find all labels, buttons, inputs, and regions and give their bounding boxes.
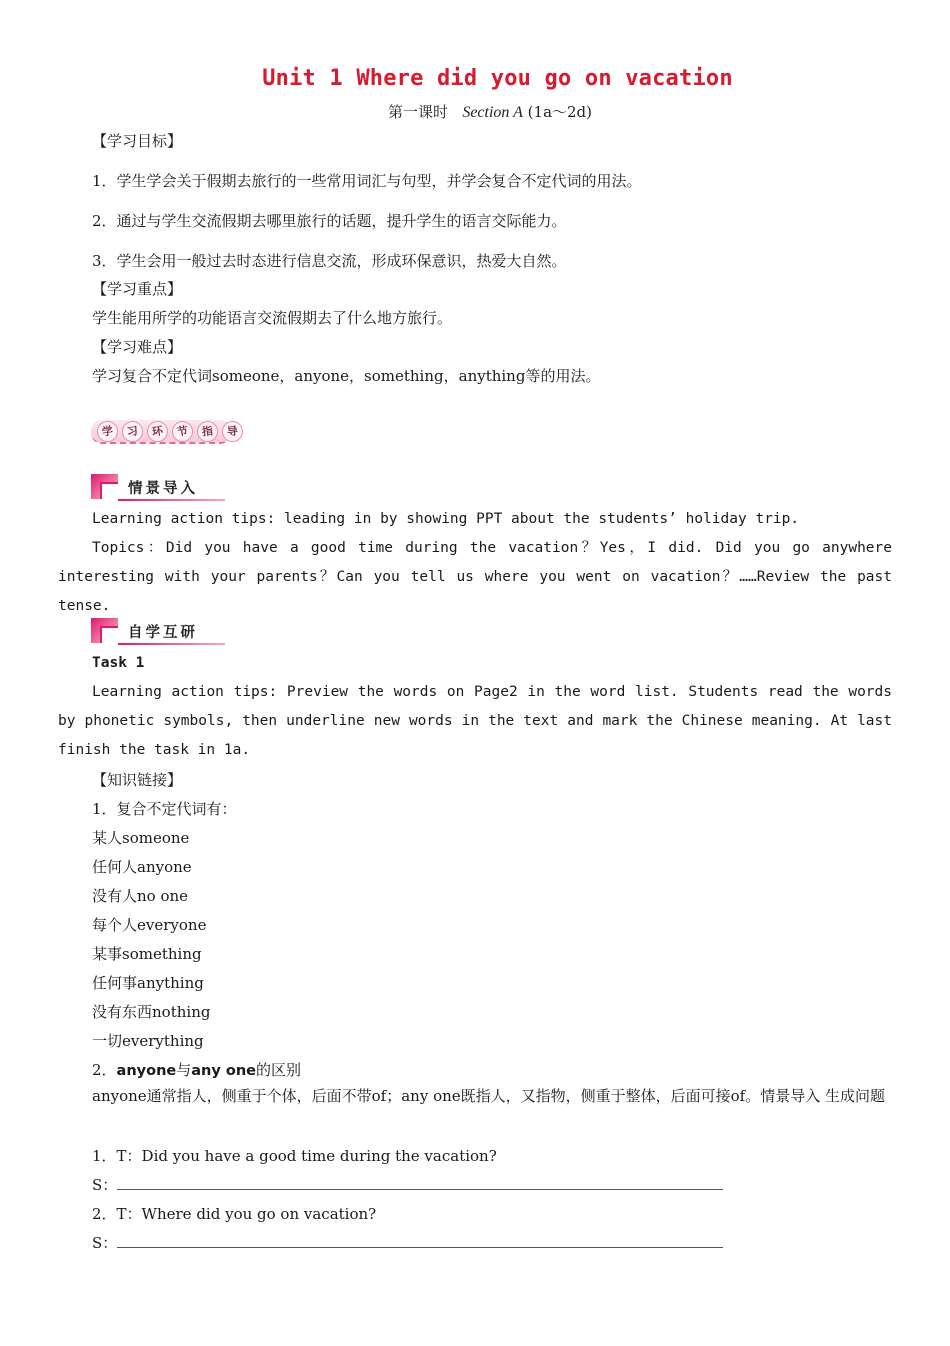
pronoun-item xyxy=(92,972,204,993)
question-1: 1．T：Did you have a good time during the vacation? xyxy=(92,1147,497,1165)
pronoun-en: everything xyxy=(122,1032,204,1050)
difficulties-heading: 【学习难点】 xyxy=(92,338,183,356)
pronoun-cn: 没有东西 xyxy=(92,1003,153,1021)
pronoun-cn: 某事 xyxy=(92,945,123,963)
banner-char: 节 xyxy=(171,420,195,444)
study-guide-banner xyxy=(91,418,239,444)
intro-section-label: 情景导入 xyxy=(128,481,198,497)
intro-topics: Topics：Did you have a good time during the vacation？Yes，I did. Did you go anywhere interesting with your parents？Can you tell us where you went on vacation？……Review the past tense. xyxy=(58,540,892,614)
study-section-header xyxy=(91,618,225,645)
task-title: Task 1 xyxy=(92,655,145,671)
banner-char: 指 xyxy=(196,420,220,444)
task-tips: Learning action tips: Preview the words on Page2 in the word list. Students read the words by phonetic symbols, then underline new words in the text and mark the Chinese meaning. At last finish the task in 1a. xyxy=(58,684,892,758)
pronoun-item xyxy=(92,885,188,906)
difference-mid: 与 xyxy=(176,1061,192,1079)
pronoun-item xyxy=(92,827,189,848)
pronoun-cn: 每个人 xyxy=(92,916,138,934)
key-points-text: 学生能用所学的功能语言交流假期去了什么地方旅行。 xyxy=(92,309,453,327)
pronoun-item xyxy=(92,914,206,935)
pronoun-en: someone xyxy=(122,829,190,847)
objective-item-3: 3．学生会用一般过去时态进行信息交流，形成环保意识，热爱大自然。 xyxy=(92,252,567,270)
pronoun-en: something xyxy=(122,945,202,963)
banner-char: 导 xyxy=(221,420,245,444)
section-name: Section A xyxy=(462,104,523,121)
section-marker-icon xyxy=(91,618,118,643)
pronoun-cn: 任何事 xyxy=(92,974,138,992)
pronoun-cn: 一切 xyxy=(92,1032,123,1050)
pronoun-cn: 没有人 xyxy=(92,887,138,905)
section-underline xyxy=(118,643,225,645)
page-title: Unit 1 Where did you go on vacation xyxy=(262,66,733,91)
pronoun-cn: 任何人 xyxy=(92,858,138,876)
banner-chars xyxy=(97,421,243,442)
intro-tips: Learning action tips: leading in by showing PPT about the students’ holiday trip. xyxy=(92,511,800,527)
pronoun-en: anyone xyxy=(137,858,192,876)
objective-item-2: 2．通过与学生交流假期去哪里旅行的话题，提升学生的语言交际能力。 xyxy=(92,212,567,230)
lesson-number: 第一课时 xyxy=(387,103,448,121)
pronoun-item xyxy=(92,943,202,964)
intro-section-header xyxy=(91,474,225,501)
pronoun-en: anything xyxy=(137,974,204,992)
section-underline xyxy=(118,499,225,501)
pronoun-en: nothing xyxy=(152,1003,211,1021)
difference-num: 2． xyxy=(92,1061,117,1079)
answer-label-1: S： xyxy=(92,1176,118,1194)
objective-item-1: 1．学生学会关于假期去旅行的一些常用词汇与句型，并学会复合不定代词的用法。 xyxy=(92,172,642,190)
banner-char: 环 xyxy=(146,420,170,444)
difference-heading xyxy=(92,1059,301,1080)
pronoun-item xyxy=(92,856,192,877)
key-points-heading: 【学习重点】 xyxy=(92,280,183,298)
answer-line-1[interactable] xyxy=(117,1189,723,1190)
question-2: 2．T：Where did you go on vacation? xyxy=(92,1205,377,1223)
answer-label-2: S： xyxy=(92,1234,118,1252)
pronoun-item xyxy=(92,1030,204,1051)
section-marker-icon xyxy=(91,474,118,499)
pronoun-en: everyone xyxy=(137,916,207,934)
answer-line-2[interactable] xyxy=(117,1247,723,1248)
section-range: (1a～2d) xyxy=(527,103,593,121)
knowledge-heading: 【知识链接】 xyxy=(92,771,183,789)
difficulties-text: 学习复合不定代词someone，anyone，something，anything等的用法。 xyxy=(92,367,601,385)
difference-end: 的区别 xyxy=(255,1061,301,1079)
lesson-subtitle xyxy=(0,101,950,122)
banner-char: 学 xyxy=(96,420,120,444)
pronoun-cn: 某人 xyxy=(92,829,123,847)
difference-text: anyone通常指人，侧重于个体，后面不带of；any one既指人，又指物，侧重于整体，后面可接of。情景导入 生成问题 xyxy=(92,1087,885,1105)
difference-term-b: any one xyxy=(191,1063,256,1079)
study-section-label: 自学互研 xyxy=(128,625,198,641)
objectives-heading: 【学习目标】 xyxy=(92,132,183,150)
pronoun-item xyxy=(92,1001,210,1022)
banner-char: 习 xyxy=(121,420,145,444)
pronoun-heading: 1．复合不定代词有： xyxy=(92,800,237,818)
pronoun-en: no one xyxy=(137,887,189,905)
difference-term-a: anyone xyxy=(116,1063,177,1079)
